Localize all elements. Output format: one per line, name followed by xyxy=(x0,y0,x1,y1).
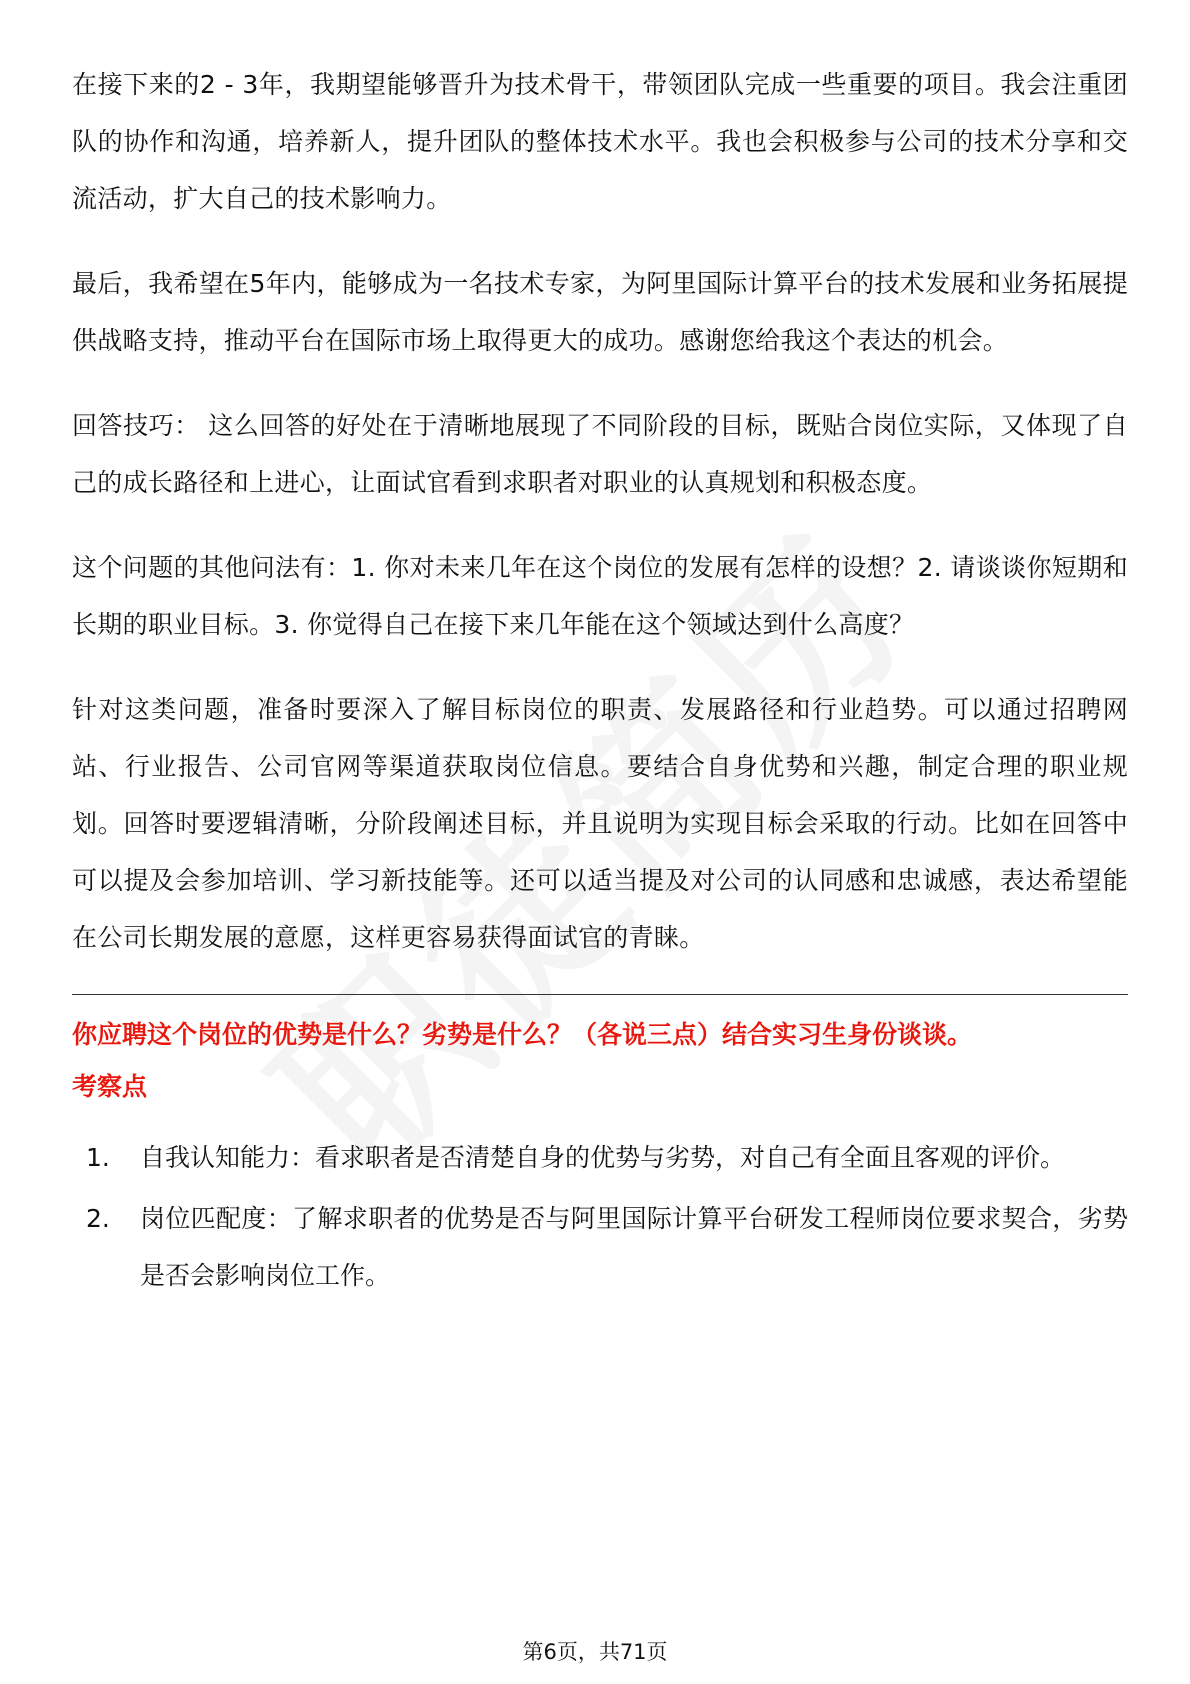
page-number-footer: 第6页，共71页 xyxy=(522,1640,668,1664)
paragraph-career-midterm: 在接下来的2 - 3年，我期望能够晋升为技术骨干，带领团队完成一些重要的项目。我会注重团队的协作和沟通，培养新人，提升团队的整体技术水平。我也会积极参与公司的技术分享和交流活动，扩大自己的技术影响力。 xyxy=(72,70,1128,213)
paragraph-career-longterm: 最后，我希望在5年内，能够成为一名技术专家，为阿里国际计算平台的技术发展和业务拓展提供战略支持，推动平台在国际市场上取得更大的成功。感谢您给我这个表达的机会。 xyxy=(72,269,1128,355)
assessment-points-list xyxy=(72,1129,1128,1304)
list-item xyxy=(72,1129,1128,1186)
list-item-number: 2. xyxy=(86,1204,110,1233)
list-item xyxy=(72,1190,1128,1304)
question-title: 你应聘这个岗位的优势是什么？劣势是什么？（各说三点）结合实习生身份谈谈。 xyxy=(72,1020,973,1049)
list-item-text: 自我认知能力：看求职者是否清楚自身的优势与劣势，对自己有全面且客观的评价。 xyxy=(140,1143,1066,1172)
list-item-text: 岗位匹配度：了解求职者的优势是否与阿里国际计算平台研发工程师岗位要求契合，劣势是否会影响岗位工作。 xyxy=(140,1204,1128,1290)
list-item-number: 1. xyxy=(86,1143,110,1172)
paragraph-preparation-advice: 针对这类问题，准备时要深入了解目标岗位的职责、发展路径和行业趋势。可以通过招聘网站、行业报告、公司官网等渠道获取岗位信息。要结合自身优势和兴趣，制定合理的职业规划。回答时要逻辑清晰，分阶段阐述目标，并且说明为实现目标会采取的行动。比如在回答中可以提及会参加培训、学习新技能等。还可以适当提及对公司的认同感和忠诚感，表达希望能在公司长期发展的意愿，这样更容易获得面试官的青睐。 xyxy=(72,695,1128,952)
section-divider xyxy=(72,994,1128,995)
page-content xyxy=(72,56,1128,1308)
paragraph-answer-tips: 回答技巧： 这么回答的好处在于清晰地展现了不同阶段的目标，既贴合岗位实际，又体现了自己的成长路径和上进心，让面试官看到求职者对职业的认真规划和积极态度。 xyxy=(72,411,1128,497)
paragraph-alternative-questions: 这个问题的其他问法有：1. 你对未来几年在这个岗位的发展有怎样的设想？2. 请谈谈你短期和长期的职业目标。3. 你觉得自己在接下来几年能在这个领域达到什么高度？ xyxy=(72,553,1128,639)
points-heading: 考察点 xyxy=(72,1072,148,1101)
